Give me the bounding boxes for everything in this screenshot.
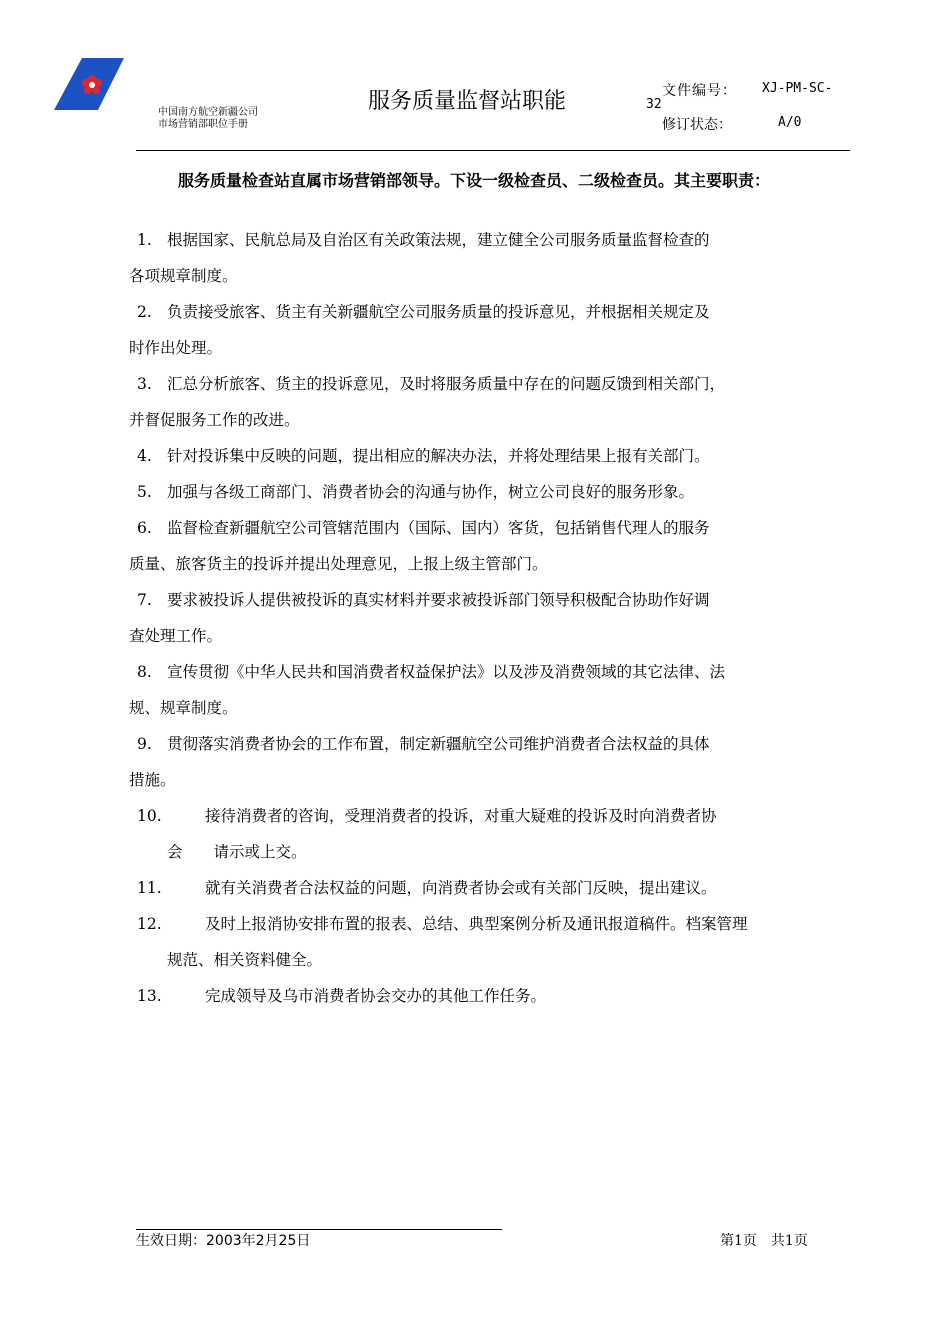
item-number: 3. xyxy=(137,375,152,393)
revision-value: A/0 xyxy=(778,115,802,130)
item-number: 11. xyxy=(137,879,162,897)
item-text: 监督检查新疆航空公司管辖范围内（国际、国内）客货，包括销售代理人的服务 xyxy=(167,519,710,537)
item-number: 13. xyxy=(137,987,162,1005)
list-item xyxy=(137,474,857,510)
page-number: 第1页 共1页 xyxy=(720,1233,808,1249)
item-text: 贯彻落实消费者协会的工作布置，制定新疆航空公司维护消费者合法权益的具体 xyxy=(167,735,710,753)
item-text-continued: 各项规章制度。 xyxy=(129,267,238,285)
list-item xyxy=(129,366,857,438)
item-text-continued: 规、规章制度。 xyxy=(129,699,238,717)
item-text: 根据国家、民航总局及自治区有关政策法规，建立健全公司服务质量监督检查的 xyxy=(167,231,710,249)
list-item xyxy=(129,294,857,366)
page-title: 服务质量监督站职能 xyxy=(368,89,567,114)
item-text: 加强与各级工商部门、消费者协会的沟通与协作，树立公司良好的服务形象。 xyxy=(167,483,695,501)
intro-heading: 服务质量检查站直属市场营销部领导。下设一级检查员、二级检查员。其主要职责： xyxy=(178,171,771,190)
item-text-continued: 时作出处理。 xyxy=(129,339,223,357)
item-text: 接待消费者的咨询，受理消费者的投诉，对重大疑难的投诉及时向消费者协 xyxy=(205,807,717,825)
company-logo xyxy=(54,58,126,110)
item-text-continued: 措施。 xyxy=(129,771,176,789)
item-text: 就有关消费者合法权益的问题，向消费者协会或有关部门反映，提出建议。 xyxy=(205,879,717,897)
item-text: 完成领导及乌市消费者协会交办的其他工作任务。 xyxy=(205,987,547,1005)
list-item xyxy=(129,654,857,726)
revision-label: 修订状态： xyxy=(662,117,732,133)
item-text: 汇总分析旅客、货主的投诉意见，及时将服务质量中存在的问题反馈到相关部门， xyxy=(167,375,726,393)
item-text-continued: 质量、旅客货主的投诉并提出处理意见，上报上级主管部门。 xyxy=(129,555,548,573)
list-item xyxy=(129,726,857,798)
list-item xyxy=(137,870,857,906)
company-line-1: 中国南方航空新疆公司 xyxy=(158,107,258,118)
item-number: 8. xyxy=(137,663,152,681)
doc-number-value: XJ-PM-SC- xyxy=(762,81,833,96)
list-item xyxy=(137,978,857,1014)
list-item xyxy=(129,582,857,654)
company-name xyxy=(158,107,258,131)
item-text-continued: 规范、相关资料健全。 xyxy=(167,951,323,969)
item-text-continued: 会 请示或上交。 xyxy=(167,843,307,861)
duties-list xyxy=(129,222,857,1014)
list-item xyxy=(129,222,857,294)
item-text: 针对投诉集中反映的问题，提出相应的解决办法，并将处理结果上报有关部门。 xyxy=(167,447,710,465)
doc-number-continuation: 32 xyxy=(646,97,662,112)
list-item xyxy=(137,906,857,978)
item-number: 12. xyxy=(137,915,162,933)
item-text-continued: 并督促服务工作的改进。 xyxy=(129,411,300,429)
list-item xyxy=(137,438,857,474)
item-text: 宣传贯彻《中华人民共和国消费者权益保护法》以及涉及消费领域的其它法律、法 xyxy=(167,663,726,681)
company-line-2: 市场营销部职位手册 xyxy=(158,119,248,130)
item-number: 7. xyxy=(137,591,152,609)
list-item xyxy=(137,798,857,870)
doc-number-label: 文件编号： xyxy=(662,83,737,99)
item-number: 6. xyxy=(137,519,152,537)
item-number: 10. xyxy=(137,807,162,825)
item-text: 要求被投诉人提供被投诉的真实材料并要求被投诉部门领导积极配合协助作好调 xyxy=(167,591,710,609)
item-number: 5. xyxy=(137,483,152,501)
item-number: 4. xyxy=(137,447,152,465)
item-text: 负责接受旅客、货主有关新疆航空公司服务质量的投诉意见，并根据相关规定及 xyxy=(167,303,710,321)
item-text-continued: 查处理工作。 xyxy=(129,627,223,645)
item-number: 2. xyxy=(137,303,152,321)
effective-date: 生效日期：2003年2月25日 xyxy=(136,1233,311,1249)
item-number: 1. xyxy=(137,231,152,249)
item-text: 及时上报消协安排布置的报表、总结、典型案例分析及通讯报道稿件。档案管理 xyxy=(205,915,748,933)
list-item xyxy=(129,510,857,582)
header-divider xyxy=(136,150,850,151)
item-number: 9. xyxy=(137,735,152,753)
